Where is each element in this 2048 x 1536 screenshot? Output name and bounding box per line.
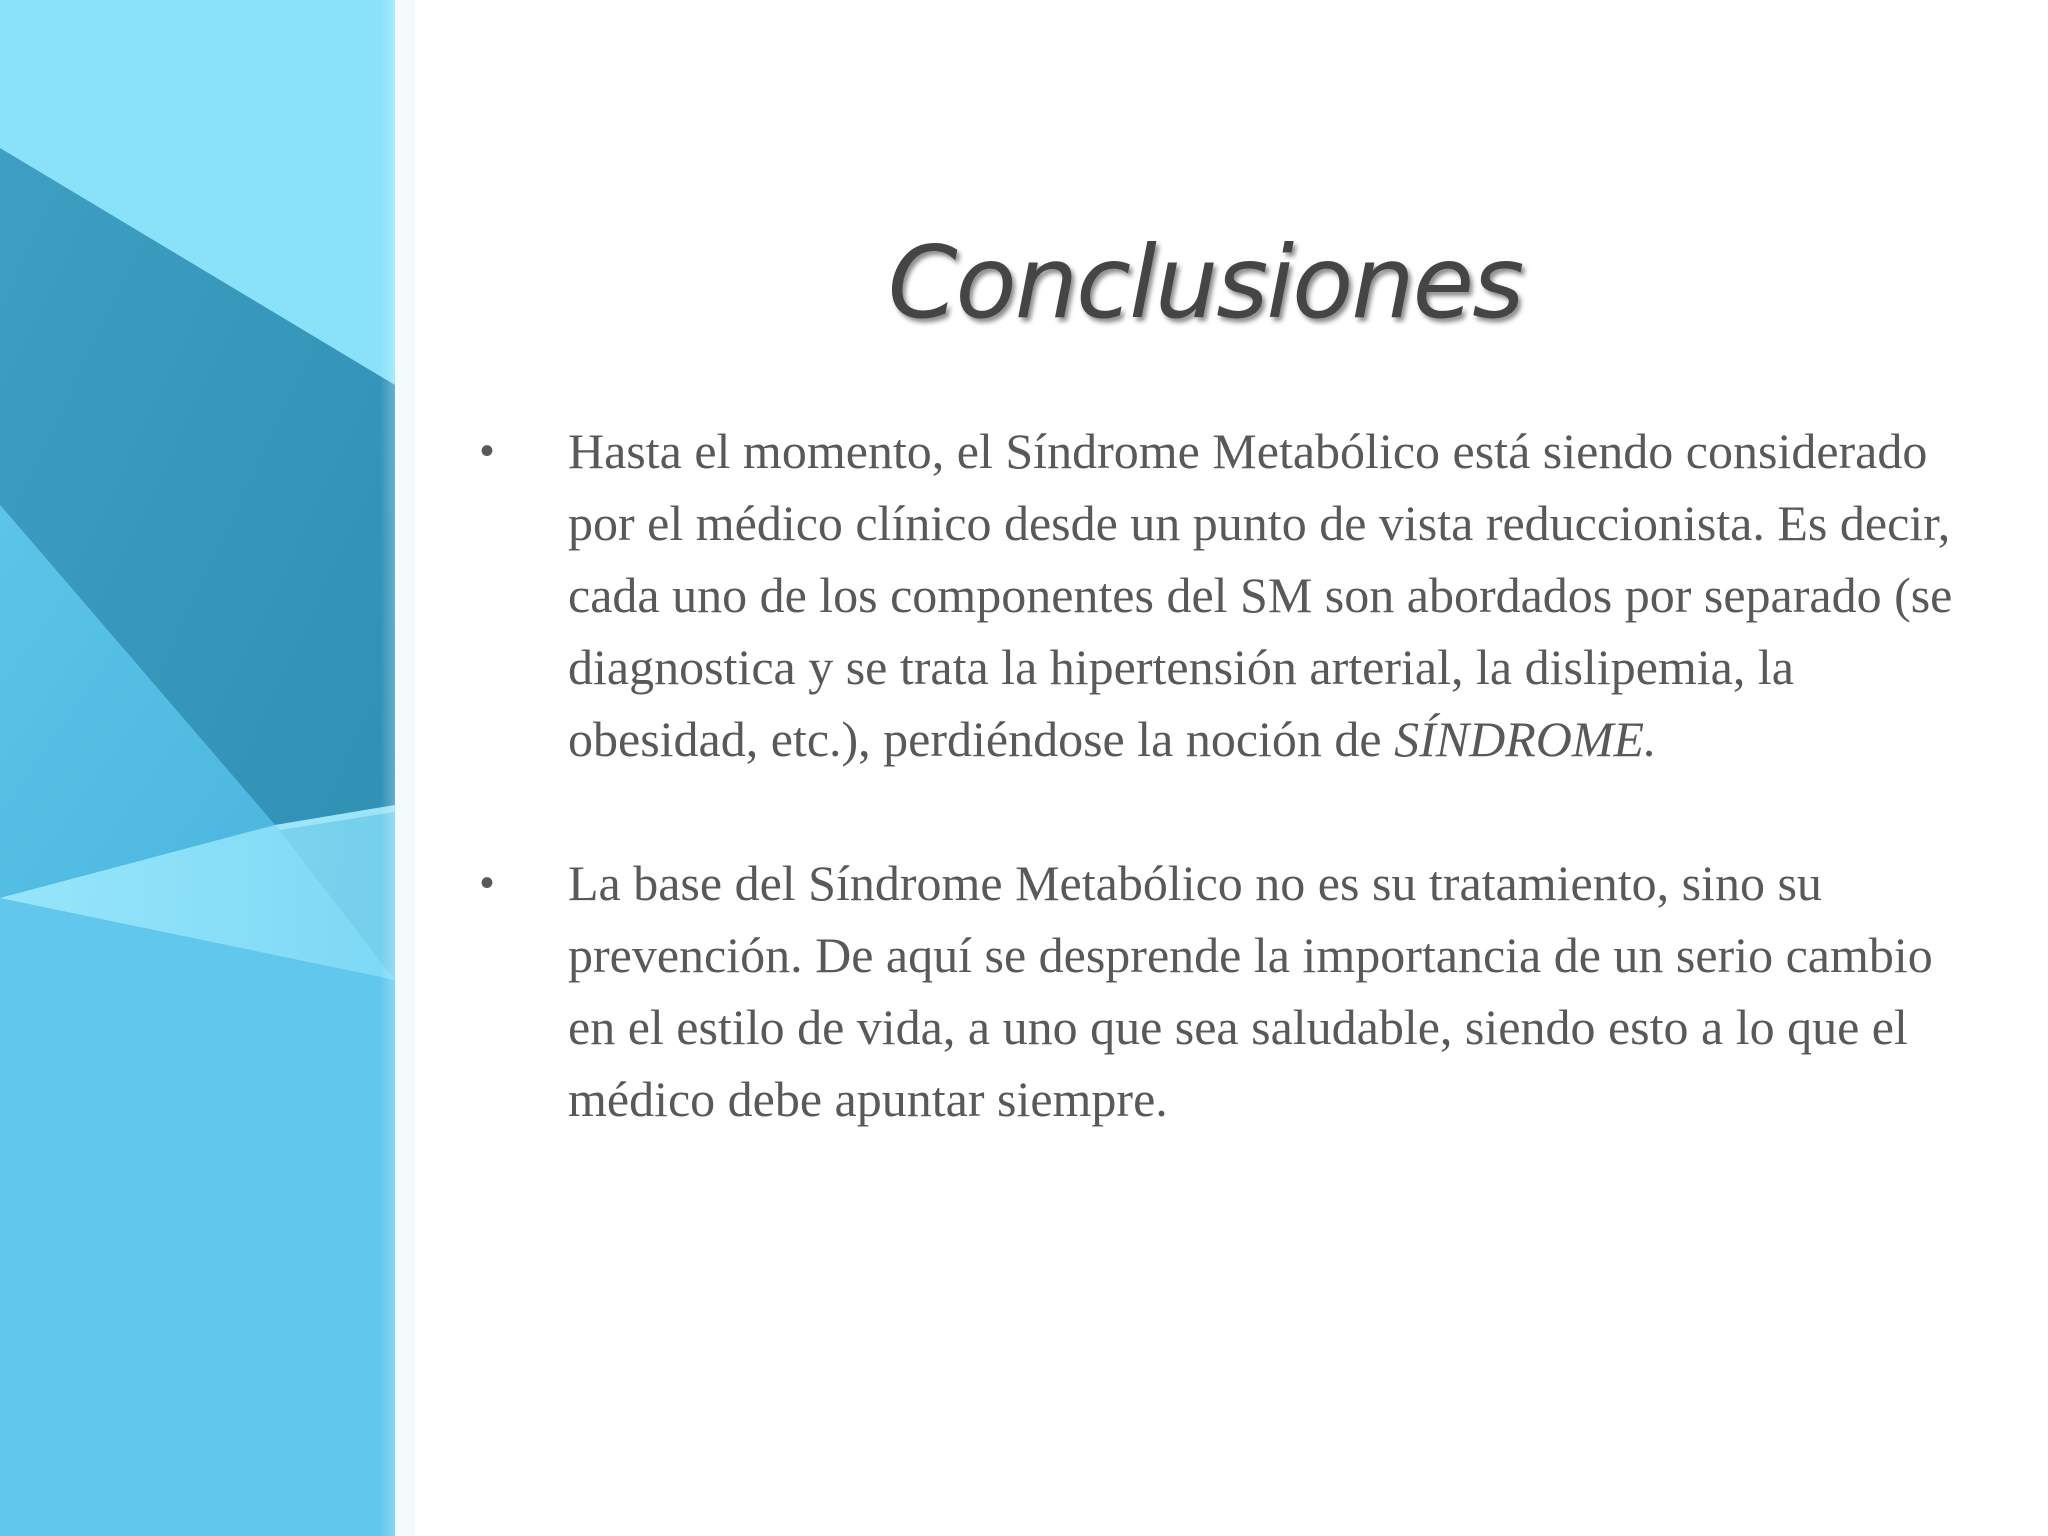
decorative-side-panel: [0, 0, 415, 1536]
slide-title: Conclusiones: [887, 224, 1523, 341]
bullet-text: La base del Síndrome Metabólico no es su tratamiento, sino su prevención. De aquí se desprende la importancia de un serio cambio en el estilo de vida, a uno que sea saludable, siendo esto a lo que el médico debe apuntar siempre.: [568, 855, 1933, 1127]
geometric-background-shape: [0, 0, 415, 1536]
bullet-symbol: •: [480, 861, 495, 905]
bullet-text: Hasta el momento, el Síndrome Metabólico está siendo considerado por el médico clínico desde un punto de vista reduccionista. Es decir, cada uno de los componentes del SM son abordados por separado (se diagnostica y se trata la hipertensión arterial, la dislipemia, la obesidad, etc.), perdiéndose la noción de: [568, 423, 1953, 767]
bullet-emphasis: SÍNDROME.: [1394, 711, 1657, 767]
bullet-item: [480, 415, 1980, 775]
bullet-item: [480, 847, 1980, 1135]
bullet-list: [480, 415, 1980, 1135]
bullet-symbol: •: [480, 429, 495, 473]
